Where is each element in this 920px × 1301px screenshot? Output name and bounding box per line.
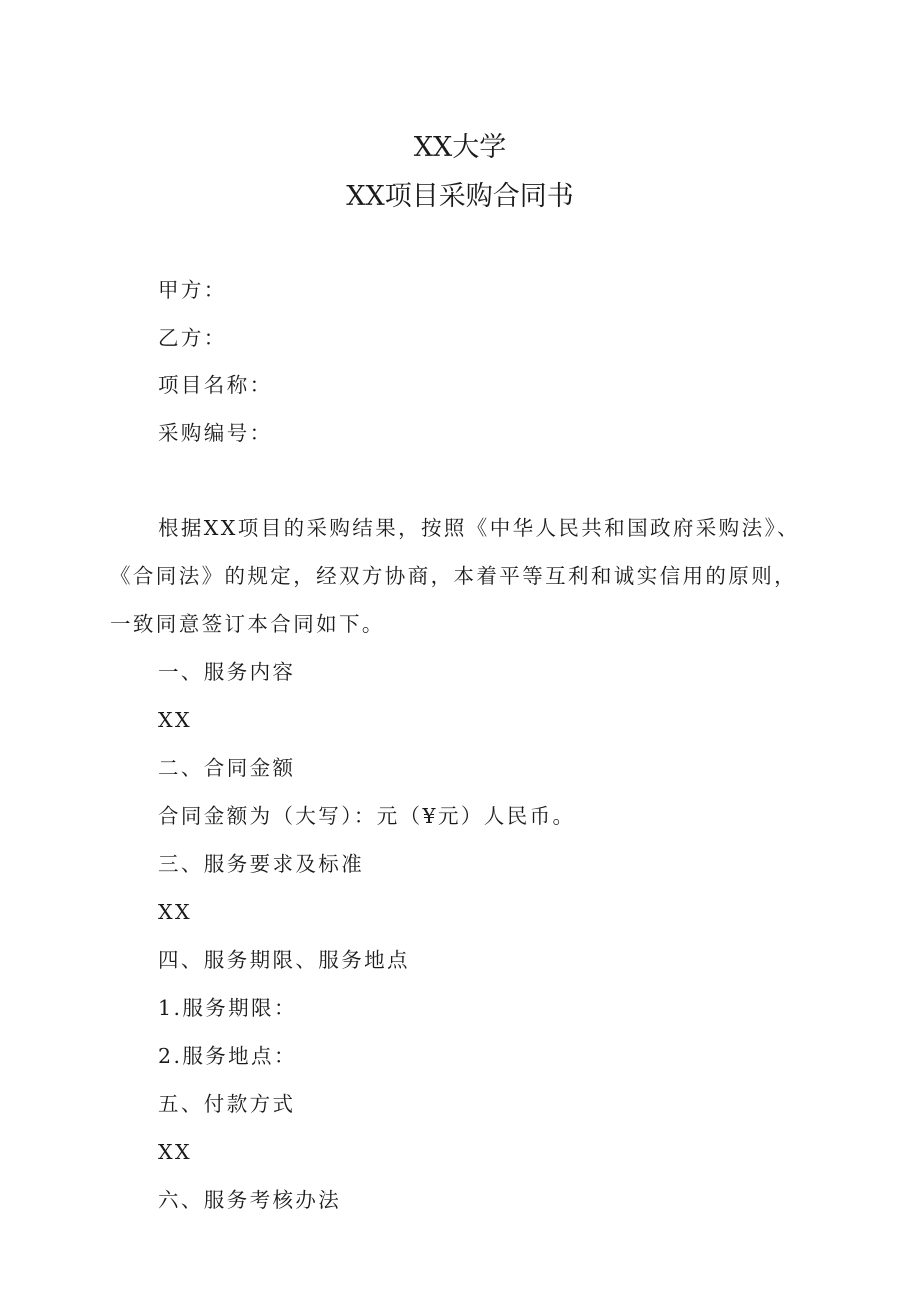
section-2-body: 合同金额为（大写）：元（¥元）人民币。 <box>158 804 576 828</box>
university-title: XX大学 <box>413 132 507 163</box>
section-4-item-2: 2.服务地点： <box>158 1044 297 1068</box>
section-2-heading: 二、合同金额 <box>158 756 296 780</box>
section-5-heading: 五、付款方式 <box>158 1092 296 1116</box>
section-3-heading: 三、服务要求及标准 <box>158 852 365 876</box>
preamble-line-3: 一致同意签订本合同如下。 <box>110 612 385 636</box>
preamble-line-2: 《合同法》的规定，经双方协商，本着平等互利和诚实信用的原则， <box>110 564 797 588</box>
section-3-body: XX <box>158 900 192 924</box>
section-1-body: XX <box>158 708 192 732</box>
party-b-label: 乙方： <box>158 326 227 350</box>
purchase-number-label: 采购编号： <box>158 421 273 445</box>
section-1-heading: 一、服务内容 <box>158 660 296 684</box>
section-5-body: XX <box>158 1140 192 1164</box>
contract-title: XX项目采购合同书 <box>346 181 574 212</box>
project-name-label: 项目名称： <box>158 373 273 397</box>
section-4-item-1: 1.服务期限： <box>158 996 297 1020</box>
preamble-line-1: 根据XX项目的采购结果，按照《中华人民共和国政府采购法》、 <box>158 516 801 540</box>
party-a-label: 甲方： <box>158 278 227 302</box>
section-6-heading: 六、服务考核办法 <box>158 1188 342 1212</box>
section-4-heading: 四、服务期限、服务地点 <box>158 948 410 972</box>
